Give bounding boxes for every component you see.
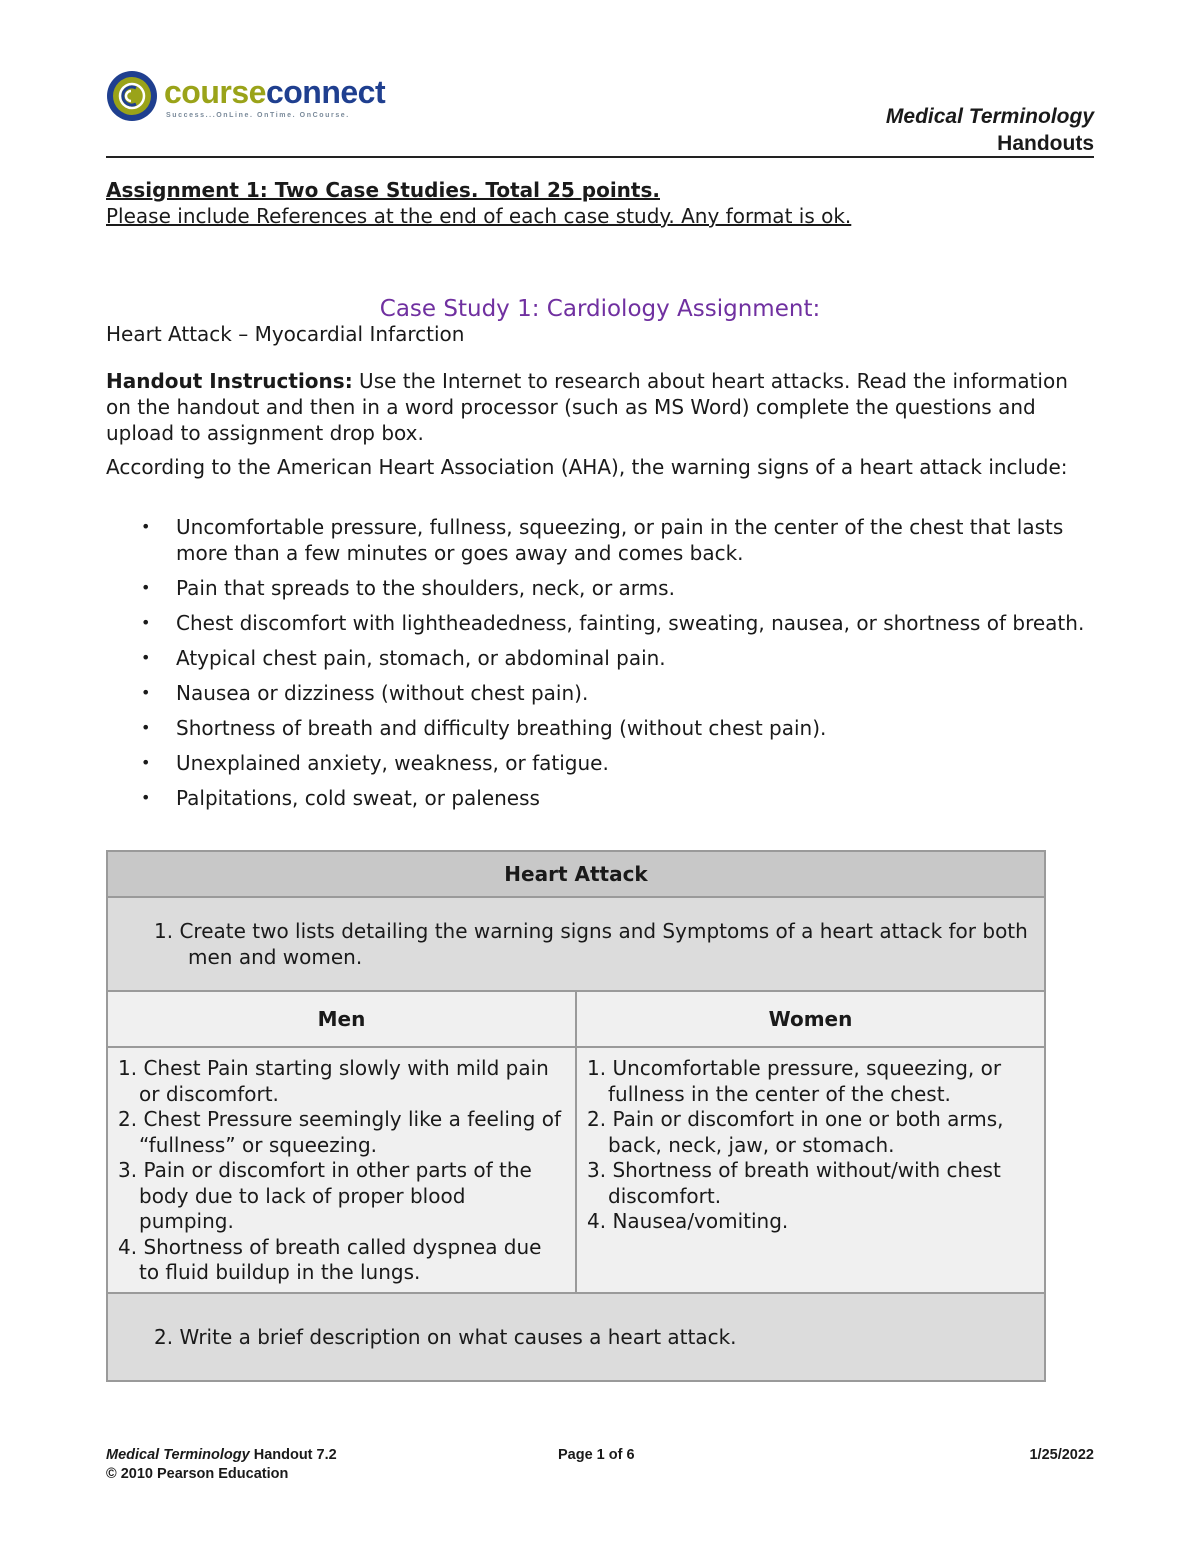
bullet-icon: •	[141, 753, 151, 772]
question-1: 1. Create two lists detailing the warning signs and Symptoms of a heart attack for both men and women.	[107, 897, 1045, 991]
bullet-icon: •	[141, 648, 151, 667]
women-column-header: Women	[576, 991, 1045, 1047]
footer-date: 1/25/2022	[1029, 1447, 1094, 1463]
list-item: 4. Shortness of breath called dyspnea due to fluid buildup in the lungs.	[118, 1234, 542, 1284]
footer-copyright: © 2010 Pearson Education	[106, 1466, 289, 1482]
list-item: 1. Uncomfortable pressure, squeezing, or fullness in the center of the chest.	[587, 1056, 1002, 1106]
header-title: Medical Terminology	[885, 105, 1094, 128]
aha-intro: According to the American Heart Association (AHA), the warning signs of a heart attack include:	[106, 455, 1068, 479]
bullet-icon: •	[141, 517, 151, 536]
men-column-header: Men	[107, 991, 576, 1047]
list-item: 1. Chest Pain starting slowly with mild pain or discomfort.	[118, 1056, 549, 1106]
assignment-note: Please include References at the end of each case study. Any format is ok.	[106, 204, 852, 228]
document-header	[886, 103, 1094, 157]
logo-tagline: Success...OnLine. OnTime. OnCourse.	[166, 112, 350, 119]
instructions-text: Use the Internet to research about heart attacks. Read the information on the handout and then in a word processor (such as MS Word) complete the questions and upload to assignment drop box.	[106, 369, 1068, 445]
list-item: 2. Chest Pressure seemingly like a feeling of “fullness” or squeezing.	[118, 1107, 561, 1157]
footer-handout: Handout 7.2	[249, 1447, 337, 1463]
case-study-subtitle: Heart Attack – Myocardial Infarction	[106, 322, 465, 346]
list-item: • Unexplained anxiety, weakness, or fatigue.	[141, 751, 609, 775]
handout-instructions	[106, 368, 1096, 446]
list-item: 3. Pain or discomfort in other parts of the body due to lack of proper blood pumping.	[118, 1158, 532, 1233]
list-item: 2. Pain or discomfort in one or both arms, back, neck, jaw, or stomach.	[587, 1107, 1004, 1157]
list-item: 4. Nausea/vomiting.	[587, 1209, 789, 1233]
bullet-icon: •	[141, 718, 151, 737]
courseconnect-logo	[106, 70, 386, 124]
instructions-label: Handout Instructions:	[106, 369, 353, 393]
case-study-title: Case Study 1: Cardiology Assignment:	[379, 296, 821, 322]
question-2: 2. Write a brief description on what causes a heart attack.	[107, 1293, 1045, 1381]
list-item: • Chest discomfort with lightheadedness, fainting, sweating, nausea, or shortness of breath.	[141, 611, 1085, 635]
assignment-title: Assignment 1: Two Case Studies. Total 25 points.	[106, 178, 660, 202]
list-item: • Nausea or dizziness (without chest pain).	[141, 681, 589, 705]
women-symptoms-cell	[576, 1047, 1045, 1293]
warning-signs-list	[106, 514, 1096, 820]
list-item: • Palpitations, cold sweat, or paleness	[141, 786, 540, 810]
table-title: Heart Attack	[107, 851, 1045, 897]
list-item: • Uncomfortable pressure, fullness, squeezing, or pain in the center of the chest that lasts more than a few minutes or goes away and comes back.	[141, 515, 1064, 565]
bullet-icon: •	[141, 788, 151, 807]
footer-left	[106, 1446, 337, 1484]
header-divider	[106, 156, 1094, 158]
list-item: • Atypical chest pain, stomach, or abdominal pain.	[141, 646, 666, 670]
list-item: • Shortness of breath and difficulty breathing (without chest pain).	[141, 716, 827, 740]
bullet-icon: •	[141, 578, 151, 597]
list-item: 3. Shortness of breath without/with chest discomfort.	[587, 1158, 1001, 1208]
list-item: • Pain that spreads to the shoulders, neck, or arms.	[141, 576, 675, 600]
footer-book-title: Medical Terminology	[106, 1447, 250, 1463]
footer-page-number: Page 1 of 6	[558, 1447, 635, 1463]
heart-attack-table	[106, 850, 1046, 1382]
men-symptoms-cell	[107, 1047, 576, 1293]
courseconnect-logo-icon	[106, 70, 158, 122]
bullet-icon: •	[141, 613, 151, 632]
header-subtitle: Handouts	[997, 132, 1094, 155]
bullet-icon: •	[141, 683, 151, 702]
logo-wordmark: courseconnect	[164, 74, 386, 110]
